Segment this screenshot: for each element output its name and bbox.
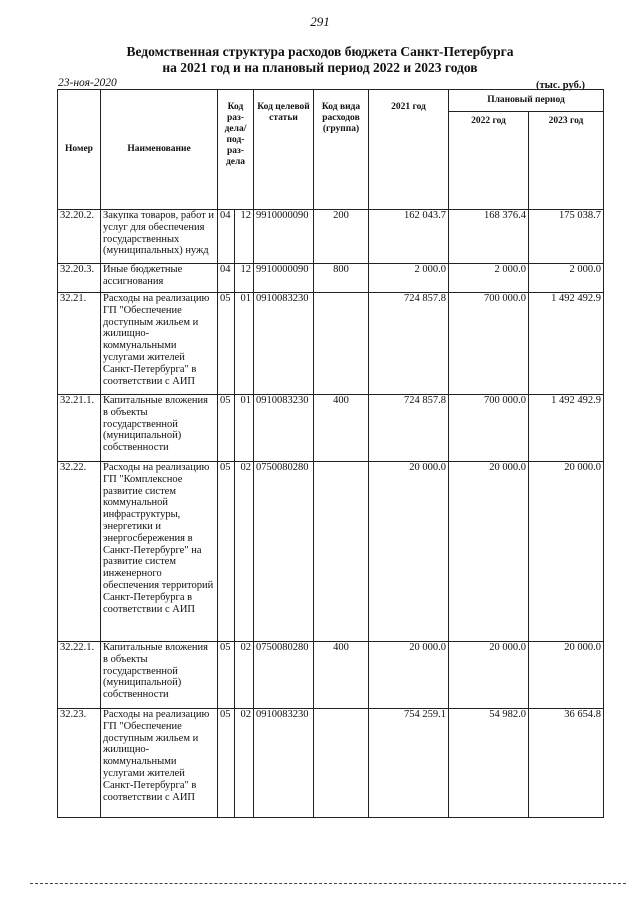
table-row [58,642,604,709]
row-target-code: 0910083230 [254,395,314,462]
title-line-2: на 2021 год и на плановый период 2022 и 2023 годов [162,60,478,75]
row-amount-2023: 2 000.0 [529,264,604,293]
row-amount-2021: 20 000.0 [369,642,449,709]
row-name: Расходы на реализацию ГП "Комплексное развитие систем коммунальной инфраструктуры, энергетики и энергосбережения в Санкт-Петербурге" на развитие систем инженерного обеспечения территорий Санкт-Петербурга в соответствии с АИП [101,462,218,642]
table-row [58,395,604,462]
row-number: 32.22. [58,462,101,642]
page-bottom-rule [30,883,626,884]
table-row [58,293,604,395]
row-amount-2023: 175 038.7 [529,210,604,264]
row-amount-2022: 168 376.4 [449,210,529,264]
row-subsection-code: 01 [235,293,254,395]
document-title [0,44,640,76]
row-name: Расходы на реализацию ГП "Обеспечение доступным жильем и жилищно-коммунальными услугами жителей Санкт-Петербурга" в соответствии с АИП [101,293,218,395]
header-2023: 2023 год [529,112,604,210]
table-row [58,264,604,293]
table-row [58,709,604,818]
row-expense-type-code: 400 [314,395,369,462]
row-amount-2023: 1 492 492.9 [529,293,604,395]
row-expense-type-code [314,462,369,642]
row-expense-type-code [314,293,369,395]
row-target-code: 0750080280 [254,462,314,642]
row-name: Иные бюджетные ассигнования [101,264,218,293]
title-line-1: Ведомственная структура расходов бюджета Санкт-Петербурга [126,44,514,59]
row-subsection-code: 02 [235,462,254,642]
row-expense-type-code: 200 [314,210,369,264]
row-section-code: 04 [218,210,235,264]
header-planned-period: Плановый период [449,90,604,112]
row-amount-2022: 2 000.0 [449,264,529,293]
header-name: Наименование [101,90,218,210]
row-amount-2021: 724 857.8 [369,395,449,462]
row-amount-2023: 1 492 492.9 [529,395,604,462]
row-amount-2022: 20 000.0 [449,642,529,709]
budget-table [57,89,604,818]
header-number: Номер [58,90,101,210]
row-target-code: 0910083230 [254,293,314,395]
row-target-code: 9910000090 [254,264,314,293]
header-2022: 2022 год [449,112,529,210]
row-amount-2023: 20 000.0 [529,642,604,709]
table-row [58,462,604,642]
row-number: 32.23. [58,709,101,818]
header-section-code: Код раз-дела/ под-раз-дела [218,90,254,210]
row-amount-2021: 2 000.0 [369,264,449,293]
row-number: 32.22.1. [58,642,101,709]
row-section-code: 05 [218,395,235,462]
row-section-code: 05 [218,293,235,395]
row-amount-2021: 724 857.8 [369,293,449,395]
row-amount-2022: 20 000.0 [449,462,529,642]
row-amount-2022: 700 000.0 [449,293,529,395]
row-amount-2021: 162 043.7 [369,210,449,264]
row-expense-type-code: 800 [314,264,369,293]
row-target-code: 0910083230 [254,709,314,818]
row-expense-type-code [314,709,369,818]
header-expense-type-code: Код вида расходов (группа) [314,90,369,210]
row-subsection-code: 12 [235,210,254,264]
header-2021: 2021 год [369,90,449,210]
row-number: 32.21.1. [58,395,101,462]
row-subsection-code: 12 [235,264,254,293]
row-section-code: 05 [218,462,235,642]
row-name: Расходы на реализацию ГП "Обеспечение доступным жильем и жилищно-коммунальными услугами жителей Санкт-Петербурга" в соответствии с АИП [101,709,218,818]
row-section-code: 05 [218,709,235,818]
page-number: 291 [310,14,330,29]
row-section-code: 04 [218,264,235,293]
row-expense-type-code: 400 [314,642,369,709]
row-number: 32.20.2. [58,210,101,264]
units-label: (тыс. руб.) [536,80,585,91]
row-name: Закупка товаров, работ и услуг для обеспечения государственных (муниципальных) нужд [101,210,218,264]
row-amount-2021: 754 259.1 [369,709,449,818]
row-subsection-code: 02 [235,642,254,709]
table-row [58,210,604,264]
row-subsection-code: 02 [235,709,254,818]
row-number: 32.20.3. [58,264,101,293]
row-section-code: 05 [218,642,235,709]
row-name: Капитальные вложения в объекты государственной (муниципальной) собственности [101,395,218,462]
row-amount-2023: 20 000.0 [529,462,604,642]
document-date: 23-ноя-2020 [58,77,117,89]
row-amount-2022: 700 000.0 [449,395,529,462]
row-subsection-code: 01 [235,395,254,462]
row-target-code: 0750080280 [254,642,314,709]
row-amount-2022: 54 982.0 [449,709,529,818]
row-target-code: 9910000090 [254,210,314,264]
row-name: Капитальные вложения в объекты государственной (муниципальной) собственности [101,642,218,709]
row-amount-2021: 20 000.0 [369,462,449,642]
header-target-code: Код целевой статьи [254,90,314,210]
row-number: 32.21. [58,293,101,395]
row-amount-2023: 36 654.8 [529,709,604,818]
